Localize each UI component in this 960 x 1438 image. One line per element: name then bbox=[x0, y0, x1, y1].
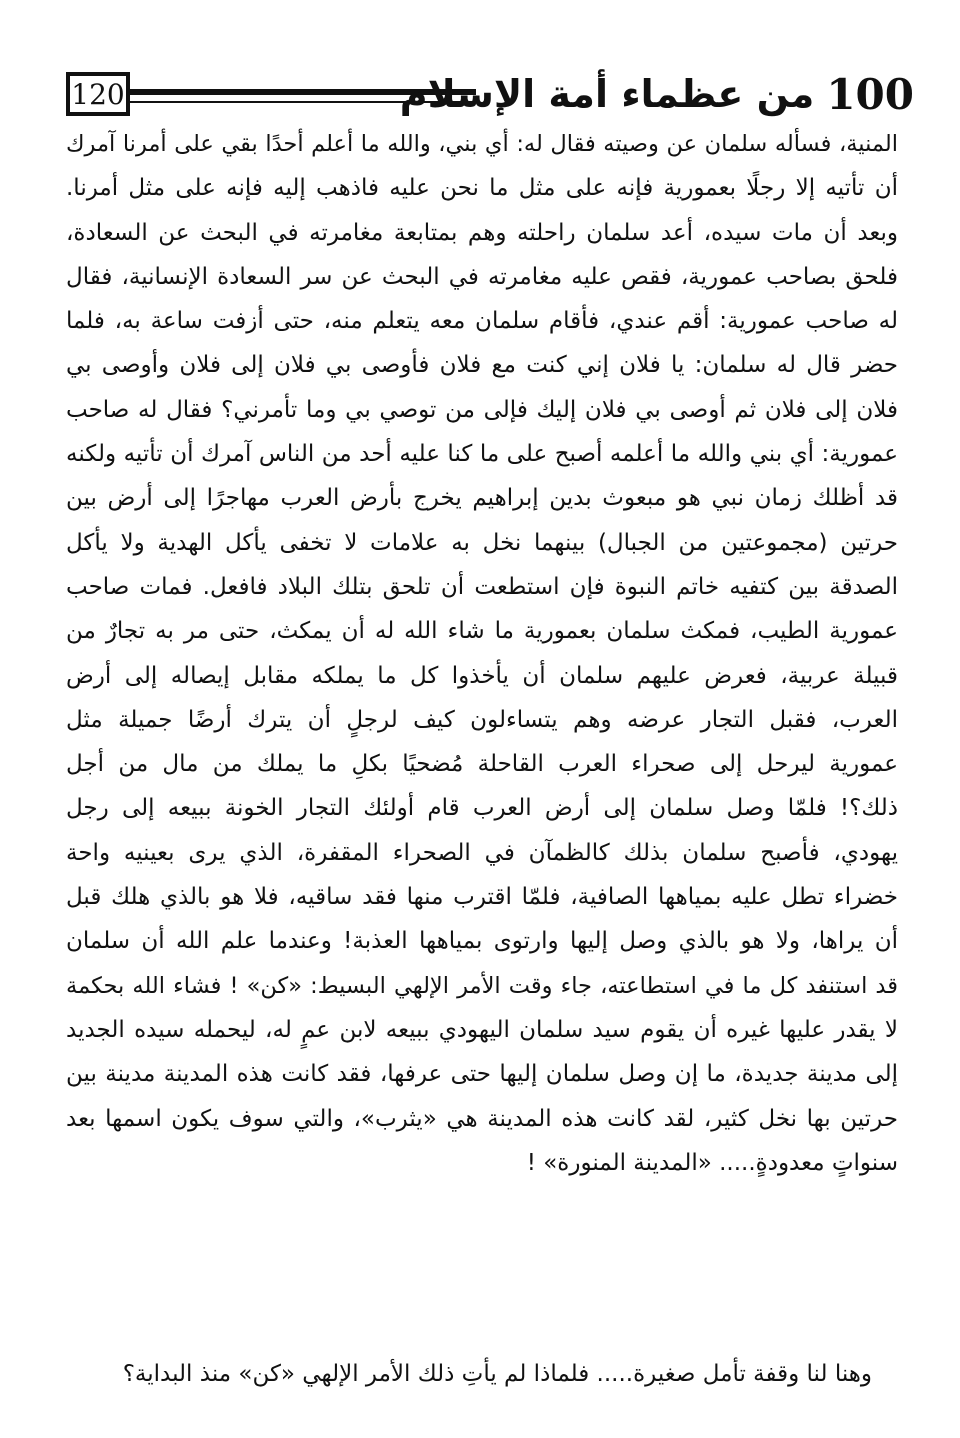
text-line: حرتين (مجموعتين من الجبال) بينهما نخل به علامات لا تخفى يأكل الهدية ولا يأكل bbox=[66, 529, 898, 556]
text-line: المنية، فسأله سلمان عن وصيته فقال له: أي بني، والله ما أعلم أحدًا بقي على أمرنا آمرك bbox=[66, 131, 898, 157]
book-title-text: من عظماء أمة الإسلام bbox=[399, 72, 815, 116]
text-line: وبعد أن مات سيده، أعد سلمان راحلته وهم بمتابعة مغامرته في البحث عن السعادة، bbox=[66, 219, 898, 246]
closing-paragraph: وهنا لنا وقفة تأمل صغيرة..... فلماذا لم يأتِ ذلك الأمر الإلهي «كن» منذ البداية؟ bbox=[122, 1361, 872, 1387]
page-header bbox=[66, 69, 914, 124]
text-line: أن يراها، ولا هو بالذي وصل إليها وارتوى بمياهها العذبة! وعندما علم الله أن سلمان bbox=[66, 928, 898, 955]
text-line: فلحق بصاحب عمورية، فقص عليه مغامرته في البحث عن سر السعادة الإنسانية، فقال bbox=[66, 263, 898, 290]
text-line: إلى مدينة جديدة، ما إن وصل سلمان إليها حتى عرفها، فقد كانت هذه المدينة مدينة بين bbox=[66, 1061, 898, 1088]
text-line: فلان إلى فلان ثم أوصى بي فلان إليك فإلى من توصي بي وما تأمرني؟ فقال له صاحب bbox=[66, 396, 898, 423]
text-line: حضر قال له سلمان: يا فلان إني كنت مع فلان فأوصى بي فلان إلى فلان وأوصى بي bbox=[66, 352, 898, 379]
book-title-number: 100 bbox=[826, 69, 914, 119]
text-line: قد استنفد كل ما في استطاعته، جاء وقت الأمر الإلهي البسيط: «كن» ! فشاء الله بحكمة bbox=[66, 972, 898, 999]
text-line: أن تأتيه إلا رجلًا بعمورية فإنه على مثل ما نحن عليه فاذهب إليه فإنه على مثل أمرنا. bbox=[66, 175, 898, 202]
page-number: 120 bbox=[66, 72, 130, 116]
text-line: قبيلة عربية، فعرض عليهم سلمان أن يأخذوا كل ما يملكه مقابل إيصاله إلى أرض bbox=[66, 662, 898, 689]
text-line: ذلك؟! فلمّا وصل سلمان إلى أرض العرب قام أولئك التجار الخونة ببيعه إلى رجل bbox=[66, 795, 898, 822]
text-line: خضراء تطل عليه بمياهها الصافية، فلمّا اقترب منها فقد ساقيه، فلا هو بالذي هلك قبل bbox=[66, 884, 898, 911]
text-line: عمورية: أي بني والله ما أعلمه أصبح على ما كنا عليه أحد من الناس آمرك أن تأتيه ولكنه bbox=[66, 441, 898, 468]
text-line: الصدقة بين كتفيه خاتم النبوة فإن استطعت أن تلحق بتلك البلاد فافعل. فمات صاحب bbox=[66, 573, 898, 600]
text-line: عمورية الطيب، فمكث سلمان بعمورية ما شاء الله له أن يمكث، حتى مر به تجارٌ من bbox=[66, 618, 898, 645]
text-line-last: سنواتٍ معدودةٍ..... «المدينة المنورة» ! bbox=[526, 1149, 898, 1176]
body-paragraph bbox=[66, 122, 898, 1185]
text-line: يهودي، فأصبح سلمان بذلك كالظمآن في الصحراء المقفرة، الذي يرى بعينيه واحة bbox=[66, 839, 898, 866]
text-line: له صاحب عمورية: أقم عندي، فأقام سلمان معه يتعلم منه، حتى أزفت ساعة به، فلما bbox=[66, 308, 898, 335]
text-line: حرتين بها نخل كثير، لقد كانت هذه المدينة هي «يثرب»، والتي سوف يكون اسمها بعد bbox=[66, 1105, 898, 1132]
text-line: لا يقدر عليها غيره أن يقوم سيد سلمان اليهودي ببيعه لابن عمٍ له، ليحمله سيده الجديد bbox=[66, 1016, 898, 1043]
text-line: قد أظلك زمان نبي هو مبعوث بدين إبراهيم يخرج بأرض العرب مهاجرًا إلى أرض بين bbox=[66, 485, 898, 512]
book-title bbox=[400, 68, 914, 120]
text-line: العرب، فقبل التجار عرضه وهم يتساءلون كيف لرجلٍ أن يترك أرضًا جميلة مثل bbox=[66, 706, 898, 733]
text-line: عمورية ليرحل إلى صحراء العرب القاحلة مُضحيًا بكلِ ما يملك من مال من أجل bbox=[66, 751, 898, 778]
